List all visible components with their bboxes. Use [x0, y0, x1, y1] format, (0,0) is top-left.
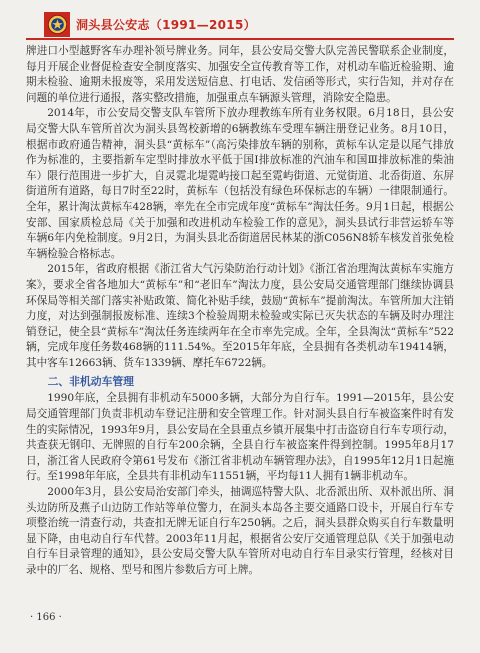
paragraph: 2000年3月，县公安局治安部门牵头，抽调巡特警大队、北岙派出所、双朴派出所、洞头边防所及燕子山边防工作站等单位警力，在洞头本岛各主要交通路口设卡，开展自行车专项整治统一清查行动，共查扣无牌无证自行车250辆。之后，洞头县群众购买自行车数量明显下降，由电动自行车代替。2003年11月起，根据省公安厅交通管理总队《关于加强电动自行车目录管理的通知》，县公安局交警大队车管所对电动自行车目录实行管理，经核对目录中的厂名、规格、型号和图片参数后方可上牌。 — [26, 486, 454, 576]
paragraph: 2015年，省政府根据《浙江省大气污染防治行动计划》《浙江省治理淘汰黄标车实施方案》，要求全省各地加大“黄标车”和“老旧车”淘汰力度，县公安局交通管理部门继续协调县环保局等相关部门落实补贴政策、简化补贴手续，鼓励“黄标车”提前淘汰。车管所加大注销力度，对达到强制报废标准、连续3个检验周期未检验或实际已灭失状态的车辆及时办理注销登记，使全县“黄标车”淘汰任务连续两年在全市率先完成。全年，全县淘汰“黄标车”522辆，完成年度任务数468辆的111.54%。至2015年年底，全县拥有各类机动车19414辆，其中客车12663辆、货车1339辆、摩托车6722辆。 — [26, 263, 454, 369]
header-divider — [26, 38, 454, 40]
paragraph: 1990年底，全县拥有非机动车5000多辆，大部分为自行车。1991—2015年，县公安局交通管理部门负责非机动车登记注册和安全管理工作。针对洞头县自行车被盗案件时有发生的实际情况，1993年9月，县公安局在全县重点乡镇开展集中打击盗窃自行车专项行动，共查获无钢印、无牌照的自行车200余辆，全县自行车被盗案件得到控制。1995年8月17日，浙江省人民政府令第61号发布《浙江省非机动车辆管理办法》，自1995年12月1日起施行。至1998年年底，全县共有非机动车11551辆，平均每11人拥有1辆非机动车。 — [26, 392, 454, 483]
page-number: · 166 · — [30, 612, 62, 623]
header-emblem-tab — [44, 12, 70, 37]
police-emblem-icon — [47, 14, 68, 35]
section-heading: 二、非机动车管理 — [47, 375, 134, 389]
paragraph: 2014年，市公安局交警支队车管所下放办理教练车所有业务权限。6月18日，县公安局交警大队车管所首次为洞头县驾校新增的6辆教练车受理车辆注册登记业务。8月10日，根据市政府通告精神，洞头县“黄标车”（高污染排放车辆的别称，黄标车认定是以尾气排放作为标准的，主要指新车定型时排放水平低于国Ⅰ排放标准的汽油车和国Ⅲ排放标准的柴油车）限行范围进一步扩大，自灵霓北堤霓屿接口起至霓屿街道、元觉街道、北岙街道、东屏街道所有道路，每日7时至22时，黄标车（包括没有绿色环保标志的车辆）一律限制通行。全年，累计淘汰黄标车428辆，率先在全市完成年度“黄标车”淘汰任务。9月1日起，根据公安部、国家质检总局《关于加强和改进机动车检验工作的意见》，洞头县试行非营运轿车等车辆6年内免检制度。9月2日，为洞头县北岙街道居民林某的浙C056N8轿车核发首张免检车辆检验合格标志。 — [26, 107, 454, 260]
page-header — [26, 10, 454, 40]
paragraph: 牌进口小型越野客车办理补领号牌业务。同年，县公安局交警大队完善民警联系企业制度，每月开展企业督促检查安全制度落实、加强安全宣传教育等工作，对机动车临近检验期、逾期未检验、逾期未报废等，采用发送短信息、打电话、发信函等形式，实行告知，并对存在问题的单位进行通报，落实整改措施，加强重点车辆源头管理，消除安全隐患。 — [26, 45, 454, 104]
book-title: 洞头县公安志（1991—2015） — [76, 18, 256, 32]
body-text — [26, 44, 454, 606]
